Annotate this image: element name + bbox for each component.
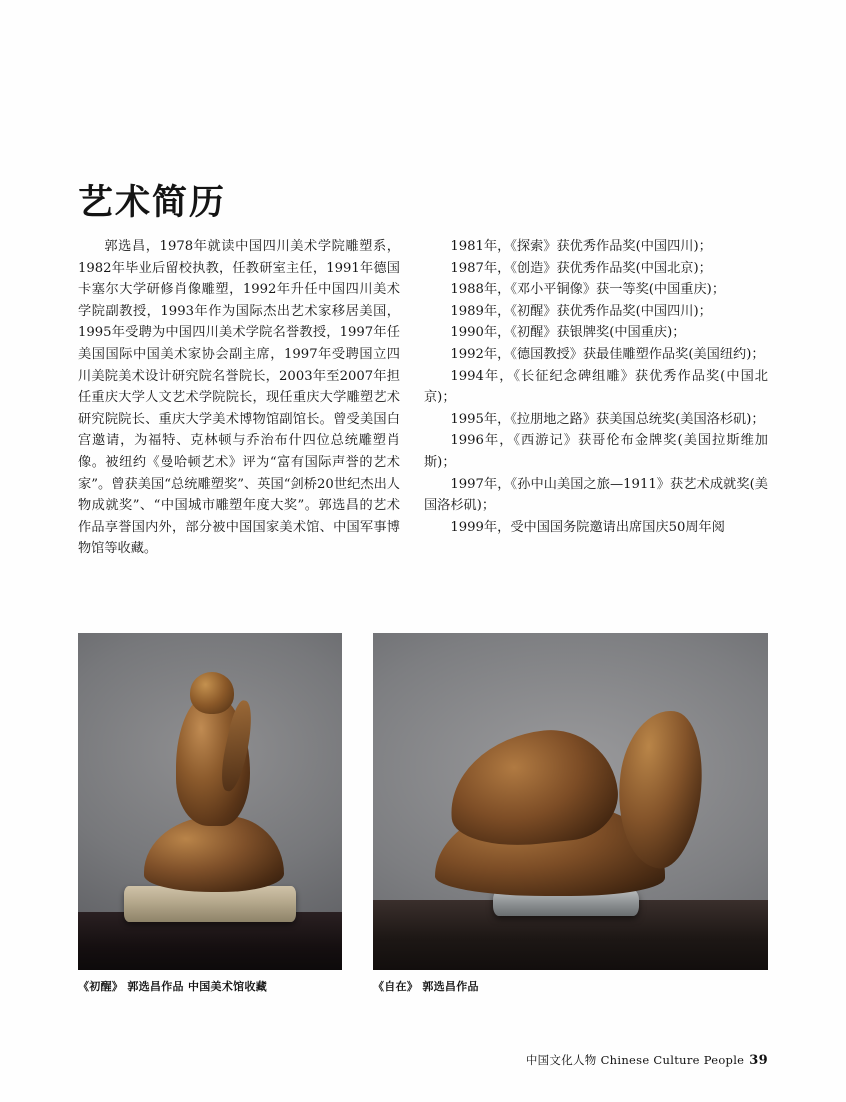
page-number: 39 bbox=[749, 1053, 768, 1068]
biography-column bbox=[78, 236, 400, 560]
award-entry: 1999年，受中国国务院邀请出席国庆50周年阅 bbox=[450, 519, 725, 535]
sculpture-photo-chuxing bbox=[78, 633, 342, 970]
figure-right bbox=[373, 633, 768, 970]
biography-paragraph: 郭选昌，1978年就读中国四川美术学院雕塑系，1982年毕业后留校执教，任教研室主任，1991年德国卡塞尔大学研修肖像雕塑，1992年升任中国四川美术学院副教授，1993年作为国际杰出艺术家移居美国，1995年受聘为中国四川美术学院名誉教授，1997年任美国国际中国美术家协会副主席，1997年受聘国立四川美院美术设计研究院名誉院长，2003年至2007年担任重庆大学人文艺术学院院长，现任重庆大学雕塑艺术研究院院长、重庆大学美术博物馆副馆长。曾受美国白宫邀请，为福特、克林顿与乔治布什四位总统雕塑肖像。被纽约《曼哈顿艺术》评为“富有国际声誉的艺术家”。曾获美国“总统雕塑奖”、英国“剑桥20世纪杰出人物成就奖”、“中国城市雕塑年度大奖”。郭选昌的艺术作品享誉国内外，部分被中国国家美术馆、中国军事博物馆等收藏。 bbox=[78, 239, 400, 557]
page-title: 艺术简历 bbox=[78, 182, 227, 224]
award-entry: 1981年，《探索》获优秀作品奖(中国四川)； bbox=[450, 239, 712, 254]
award-entry: 1988年，《邓小平铜像》获一等奖(中国重庆)； bbox=[450, 282, 726, 298]
figure-head bbox=[190, 672, 234, 714]
award-entry: 1995年，《拉朋地之路》获美国总统奖(美国洛杉矶)； bbox=[450, 411, 765, 427]
sculpture-photo-zizai bbox=[373, 633, 768, 970]
figure-legs bbox=[144, 816, 284, 892]
award-entry: 1992年，《德国教授》获最佳雕塑作品奖(美国纽约)； bbox=[450, 346, 765, 362]
award-entry: 1987年，《创造》获优秀作品奖(中国北京)； bbox=[450, 260, 712, 276]
page-footer bbox=[526, 1052, 768, 1068]
figure-left bbox=[78, 633, 342, 970]
award-entry: 1990年，《初醒》获银牌奖(中国重庆)； bbox=[450, 325, 686, 341]
award-entry: 1994年，《长征纪念碑组雕》获优秀作品奖(中国北京)； bbox=[424, 368, 768, 406]
figure-right-caption: 《自在》 郭选昌作品 bbox=[373, 980, 479, 993]
award-entry: 1997年，《孙中山美国之旅—1911》获艺术成就奖(美国洛杉矶)； bbox=[424, 476, 768, 514]
bronze-abstract bbox=[435, 706, 707, 896]
figure-left-caption: 《初醒》 郭选昌作品 中国美术馆收藏 bbox=[78, 980, 268, 993]
awards-column bbox=[424, 236, 768, 538]
award-entry: 1996年，《西游记》获哥伦布金牌奖(美国拉斯维加斯)； bbox=[424, 433, 768, 470]
publication-name: 中国文化人物 Chinese Culture People bbox=[525, 1053, 745, 1067]
award-entry: 1989年，《初醒》获优秀作品奖(中国四川)； bbox=[450, 303, 712, 319]
bronze-figure bbox=[140, 670, 288, 892]
